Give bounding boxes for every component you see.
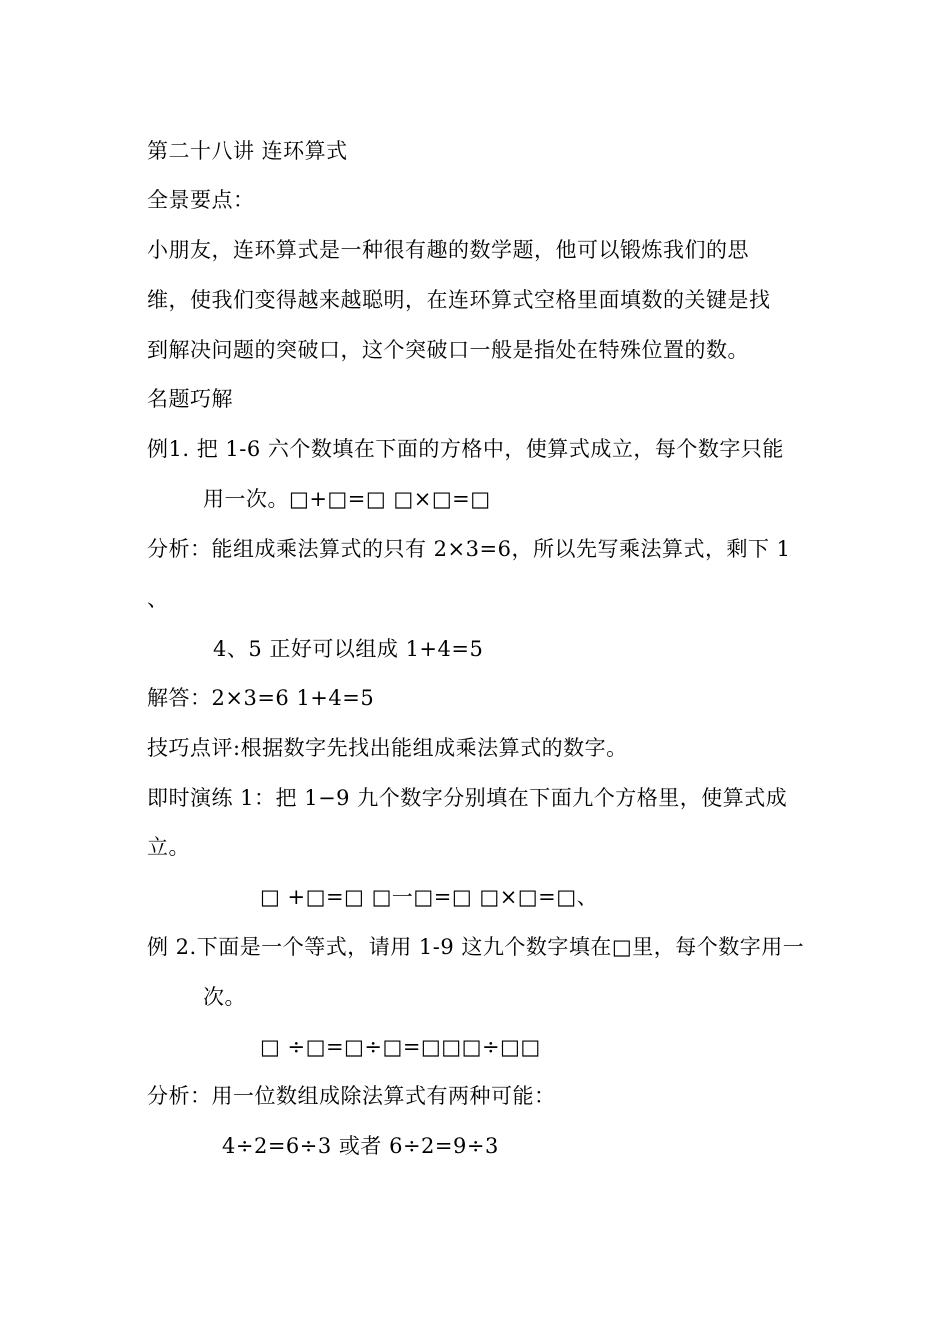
example2-line-1: 例 2.下面是一个等式，请用 1-9 这九个数字填在□里，每个数字用一: [147, 935, 805, 959]
analysis2-line-2: 4÷2=6÷3 或者 6÷2=9÷3: [222, 1134, 499, 1158]
practice1-line-1: 即时演练 1：把 1−9 九个数字分别填在下面九个方格里，使算式成: [147, 786, 788, 810]
analysis1-line-2: 、: [147, 587, 169, 611]
intro-line-2: 维，使我们变得越来越聪明，在连环算式空格里面填数的关键是找: [147, 288, 771, 312]
tip1: 技巧点评:根据数字先找出能组成乘法算式的数字。: [147, 736, 628, 760]
practice1-line-3: □ +□=□ □一□=□ □×□=□、: [260, 885, 599, 909]
intro-line-1: 小朋友，连环算式是一种很有趣的数学题，他可以锻炼我们的思: [147, 238, 749, 262]
example2-line-2: 次。: [203, 985, 246, 1009]
example2-line-3: □ ÷□=□÷□=□□□÷□□: [260, 1035, 541, 1059]
example1-line-2: 用一次。□+□=□ □×□=□: [203, 487, 491, 511]
analysis2-line-1: 分析：用一位数组成除法算式有两种可能：: [147, 1084, 556, 1108]
intro-line-3: 到解决问题的突破口，这个突破口一般是指处在特殊位置的数。: [147, 338, 749, 362]
section-heading: 名题巧解: [147, 387, 233, 411]
answer1: 解答：2×3=6 1+4=5: [147, 686, 375, 710]
practice1-line-2: 立。: [147, 835, 190, 859]
analysis1-line-1: 分析：能组成乘法算式的只有 2×3=6，所以先写乘法算式，剩下 1: [147, 537, 791, 561]
example1-line-1: 例1. 把 1-6 六个数填在下面的方格中，使算式成立，每个数字只能: [147, 437, 784, 461]
analysis1-line-3: 4、5 正好可以组成 1+4=5: [213, 637, 484, 661]
lecture-title: 第二十八讲 连环算式: [147, 139, 348, 163]
overview-heading: 全景要点：: [147, 188, 255, 212]
